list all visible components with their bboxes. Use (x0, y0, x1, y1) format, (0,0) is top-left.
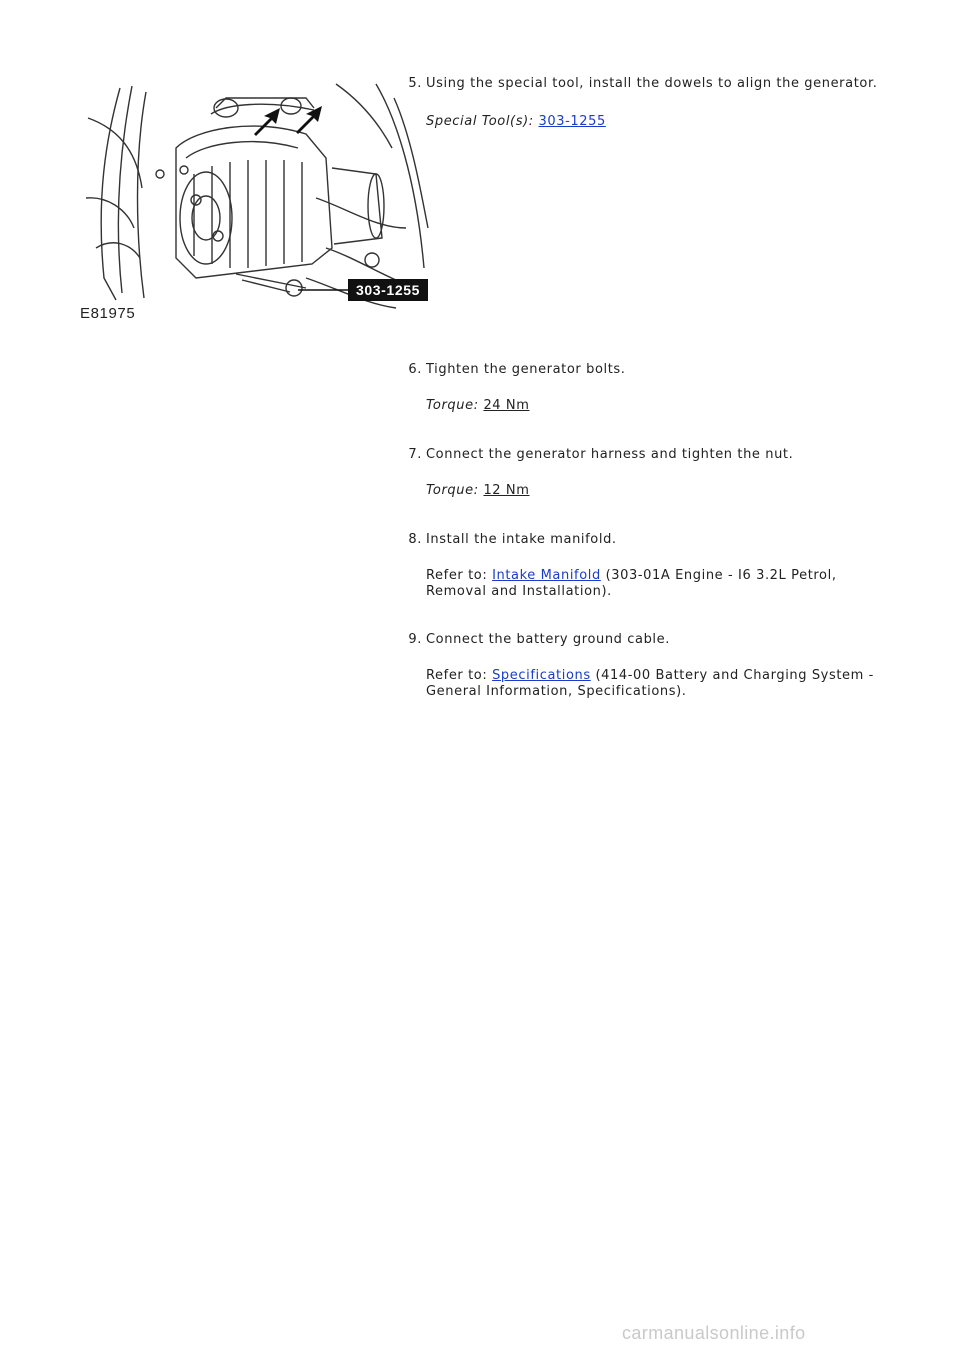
step-text: Install the intake manifold. (426, 532, 617, 547)
refer-prefix: Refer to: (426, 568, 488, 583)
refer-to-line (426, 568, 886, 600)
refer-prefix: Refer to: (426, 668, 488, 683)
step-number: 6. (408, 362, 422, 377)
torque-line (426, 398, 886, 414)
refer-suffix: (414-00 Battery and Charging System - General Information, Specifications). (426, 668, 874, 699)
torque-label: Torque: (426, 398, 479, 413)
tool-label: 303-1255 (356, 282, 420, 298)
step-text: Using the special tool, install the dowels to align the generator. (426, 76, 878, 91)
special-tool-label: Special Tool(s): (426, 114, 534, 129)
arrow-icons (254, 106, 322, 136)
torque-line (426, 483, 886, 499)
watermark-text: carmanualsonline.info (622, 1323, 806, 1343)
specifications-link[interactable]: Specifications (492, 668, 591, 683)
refer-suffix: (303-01A Engine - I6 3.2L Petrol, Removal and Installation). (426, 568, 837, 599)
torque-value: 12 Nm (483, 483, 530, 498)
figure-id-label: E81975 (80, 305, 136, 322)
intake-manifold-link[interactable]: Intake Manifold (492, 568, 601, 583)
refer-to-line (426, 668, 886, 700)
step-text: Connect the generator harness and tighten the nut. (426, 447, 794, 462)
step-number: 9. (408, 632, 422, 647)
special-tool-link[interactable]: 303-1255 (538, 114, 606, 129)
torque-value: 24 Nm (483, 398, 530, 413)
torque-label: Torque: (426, 483, 479, 498)
step-number: 7. (408, 447, 422, 462)
step-number: 5. (408, 76, 422, 91)
step-text: Tighten the generator bolts. (426, 362, 626, 377)
step-text: Connect the battery ground cable. (426, 632, 670, 647)
engine-line-art (86, 84, 428, 308)
generator-illustration (76, 78, 432, 328)
special-tool-line (426, 114, 886, 130)
step-number: 8. (408, 532, 422, 547)
